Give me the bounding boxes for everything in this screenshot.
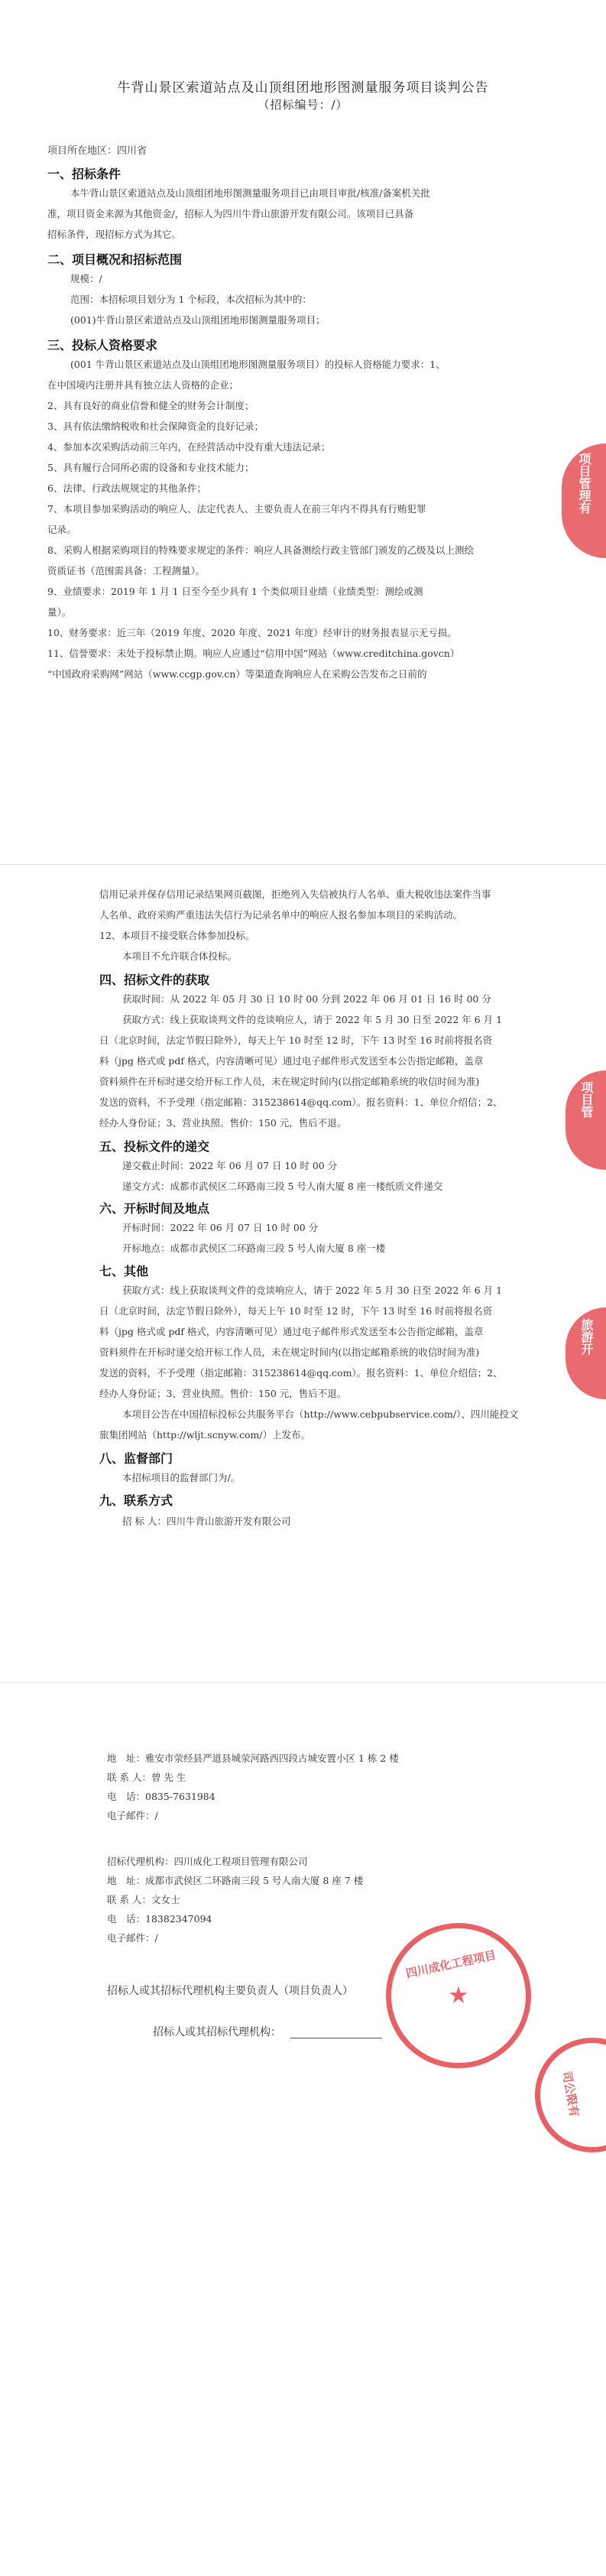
agency-name: 招标代理机构：四川成化工程项目管理有限公司 (107, 1856, 308, 1867)
section-line: 4、参加本次采购活动前三年内，在经营活动中没有重大违法记录； (47, 441, 331, 453)
signature-line-2: 招标人或其招标代理机构： (153, 2026, 281, 2038)
section-line: 11、信誉要求：未处于投标禁止期。响应人应通过“信用中国”网站（www.creditchina.govcn） (47, 648, 460, 659)
section-line: 在中国境内注册并具有独立法人资格的企业； (47, 379, 239, 391)
section-line: 本项目公告在中国招标投标公共服务平台（http://www.cebpubservice.com/）、四川能投文 (122, 1408, 519, 1420)
seal-fragment: 项目管理有 (562, 443, 606, 558)
section-line: 2、具有良好的商业信誉和健全的财务会计制度； (47, 400, 254, 411)
section-line: 开标地点：成都市武侯区二环路南三段 5 号人南大厦 8 座一楼 (122, 1243, 386, 1254)
section-line: 发送的资料，不予受理（指定邮箱：315238614@qq.com）。报名资料：1、单位介绍信；2、 (99, 1096, 503, 1108)
agency-email: 电子邮件：/ (107, 1932, 158, 1944)
section-heading: 九、联系方式 (99, 1493, 173, 1508)
section-line: 获取时间：从 2022 年 05 月 30 日 10 时 00 分到 2022 年 06 月 01 日 16 时 00 分 (122, 993, 491, 1005)
company-seal (535, 2038, 606, 2152)
section-line: 招 标 人：四川牛背山旅游开发有限公司 (122, 1515, 291, 1527)
section-line: 获取方式：线上获取谈判文件的竞谈响应人，请于 2022 年 5 月 30 日至 2022 年 6 月 1 (122, 1285, 503, 1296)
section-line: 开标时间：2022 年 06 月 07 日 10 时 00 分 (122, 1222, 319, 1233)
agency-address: 地 址：成都市武侯区二环路南三段 5 号人南大厦 8 座 7 楼 (107, 1875, 364, 1886)
section-heading: 七、其他 (99, 1264, 149, 1278)
seal-fragment: 旅游开 (565, 1307, 606, 1399)
section-line: 递交截止时间：2022 年 06 月 07 日 10 时 00 分 (122, 1160, 338, 1171)
section-line: 发送的资料，不予受理（指定邮箱：315238614@qq.com）。报名资料：1、单位介绍信；2、 (99, 1367, 503, 1379)
section-line: (001 牛背山景区索道站点及山顶组团地形图测量服务项目）的投标人资格能力要求：1、 (70, 359, 446, 370)
section-line: 6、法律、行政法规规定的其他条件； (47, 482, 206, 494)
section-line: 信用记录并保存信用记录结果网页截图，拒绝列入失信被执行人名单、重大税收违法案件当事 (99, 888, 491, 900)
section-line: 旅集团网站（http://wljt.scnyw.com/）上发布。 (99, 1429, 311, 1441)
section-heading: 一、招标条件 (47, 167, 122, 181)
section-line: 记录。 (47, 524, 76, 535)
document-title: 牛背山景区索道站点及山顶组团地形图测量服务项目谈判公告 (117, 80, 489, 96)
agency-contact: 联 系 人：文女士 (107, 1894, 180, 1905)
seal-text: 司公限有 (559, 2070, 582, 2118)
tenderer-contact: 联 系 人：曾 先 生 (107, 1772, 186, 1783)
section-line: 人名单、政府采购严重违法失信行为记录名单中的响应人报名参加本项目的采购活动。 (99, 909, 463, 921)
project-location: 项目所在地区：四川省 (47, 145, 147, 157)
section-line: 10、财务要求：近三年（2019 年度、2020 年度、2021 年度）经审计的财务报表显示无亏损。 (47, 627, 457, 638)
company-seal (386, 1923, 531, 2068)
section-line: 范围：本招标项目划分为 1 个标段，本次招标为其中的： (70, 294, 312, 305)
page-divider (0, 1682, 606, 1683)
section-line: 5、具有履行合同所必需的设备和专业技术能力； (47, 462, 254, 473)
section-line: 本招标项目的监督部门为/。 (122, 1472, 241, 1483)
section-line: 资料须件在开标时递交给开标工作人员，未在规定时间内(以指定邮箱系统的收信时间为准) (99, 1076, 480, 1087)
section-line: “中国政府采购网”网站（www.ccgp.gov.cn）等渠道查询响应人在采购公告发布之日前的 (47, 668, 427, 680)
section-line: 8、采购人根据采购项目的特殊要求规定的条件：响应人具备测绘行政主管部门颁发的乙级及以上测绘 (47, 544, 474, 556)
section-line: 招标条件，现招标方式为其它。 (47, 229, 182, 240)
document-page-3 (0, 1694, 606, 2576)
document-page-2 (0, 879, 606, 1675)
section-line: 9、业绩要求：2019 年 1 月 1 日至今至少具有 1 个类似项目业绩（业绩类型：测绘或测 (47, 586, 423, 597)
section-heading: 四、招标文件的获取 (99, 973, 210, 987)
section-line: 资料须件在开标时递交给开标工作人员，未在规定时间内(以指定邮箱系统的收信时间为准) (99, 1346, 480, 1358)
section-line: 经办人身份证；3、营业执照。售价：150 元，售后不退。 (99, 1388, 347, 1399)
section-line: 本项目不允许联合体投标。 (122, 950, 238, 962)
tenderer-phone: 电 话：0835-7631984 (107, 1791, 216, 1802)
section-line: 12、本项目不接受联合体参加投标。 (99, 930, 255, 941)
tender-number: （招标编号：/） (258, 98, 348, 112)
section-line: 量）。 (47, 606, 72, 618)
section-line: 获取方式：线上获取谈判文件的竞谈响应人，请于 2022 年 5 月 30 日至 2022 年 6 月 1 (122, 1014, 503, 1025)
seal-star-icon: ★ (448, 1982, 469, 2009)
document-page-1 (0, 0, 606, 849)
section-line: 资质证书（范围需具备：工程测量）。 (47, 565, 206, 577)
signature-line-1: 招标人或其招标代理机构主要负责人（项目负责人） (107, 1985, 353, 1997)
section-line: 日（北京时间，法定节假日除外），每天上午 10 时至 12 时，下午 13 时至 16 时前将报名资 (99, 1305, 493, 1317)
section-line: 准，项目资金来源为其他资金/，招标人为四川牛背山旅游开发有限公司。该项目已具备 (47, 208, 414, 219)
agency-phone: 电 话：18382347094 (107, 1913, 212, 1925)
section-line: 料（jpg 格式或 pdf 格式，内容清晰可见）通过电子邮件形式发送至本公告指定邮箱，盖章 (99, 1326, 484, 1337)
seal-fragment: 项目管 (565, 1070, 606, 1170)
section-line: 3、具有依法缴纳税收和社会保障资金的良好记录； (47, 421, 264, 432)
section-line: 本牛背山景区索道站点及山顶组团地形图测量服务项目已由项目审批/核准/备案机关批 (70, 187, 430, 199)
section-line: 递交方式：成都市武侯区二环路南三段 5 号人南大厦 8 座一楼纸质文件递交 (122, 1181, 443, 1192)
section-heading: 三、投标人资格要求 (47, 338, 158, 352)
section-line: 规模：/ (70, 273, 102, 284)
page-divider (0, 864, 606, 865)
section-line: 料（jpg 格式或 pdf 格式，内容清晰可见）通过电子邮件形式发送至本公告指定邮箱，盖章 (99, 1055, 484, 1067)
section-heading: 二、项目概况和招标范围 (47, 252, 183, 267)
section-heading: 八、监督部门 (99, 1451, 173, 1466)
section-line: 日（北京时间，法定节假日除外），每天上午 10 时至 12 时，下午 13 时至 16 时前将报名资 (99, 1035, 493, 1046)
section-line: 经办人身份证；3、营业执照。售价：150 元，售后不退。 (99, 1117, 347, 1129)
section-heading: 五、投标文件的递交 (99, 1139, 210, 1154)
section-line: (001)牛背山景区索道站点及山顶组团地形图测量服务项目； (70, 314, 326, 326)
tenderer-address: 地 址：雅安市荥经县严道县城荥河路西四段古城安置小区 1 栋 2 楼 (107, 1753, 399, 1764)
tenderer-email: 电子邮件：/ (107, 1810, 158, 1821)
seal-text: 四川成化工程项目 (404, 1947, 497, 1981)
section-line: 7、本项目参加采购活动的响应人、法定代表人、主要负责人在前三年内不得具有行贿犯罪 (47, 503, 426, 515)
section-heading: 六、开标时间及地点 (99, 1201, 210, 1216)
